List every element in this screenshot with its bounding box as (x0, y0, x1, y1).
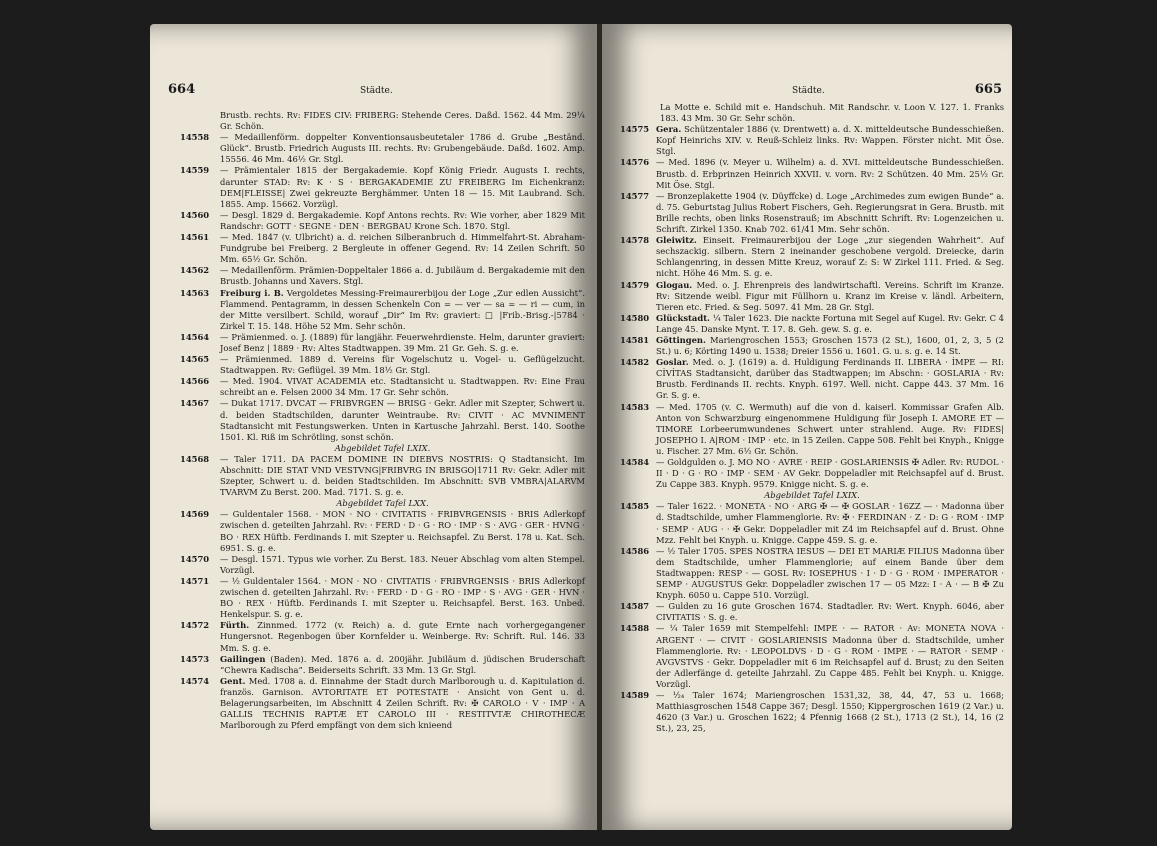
entry-description: — Dukat 1717. DVCAT — FRIBVRGEN — BRISG · Gekr. Adler mit Szepter, Schwert u. d. beiden Stadtschilden, darunter Weintraube. Rv: CIVIT · AC MVNIMENT Stadtansicht mit Festungswerken. Unten in Kartusche Jahrzahl. Berst. 140. Soothe 1501. Kl. Riß im Schrötling, sonst schön. (220, 398, 585, 442)
catalog-entry (180, 288, 585, 332)
catalog-entry (180, 376, 585, 398)
place-name: Glogau. (656, 279, 693, 290)
entry-text (220, 332, 585, 354)
lot-number: 14585 (620, 501, 650, 512)
catalog-entry (180, 554, 585, 576)
entry-text (656, 457, 1004, 490)
entry-text (656, 335, 1004, 357)
lot-number: 14582 (620, 357, 650, 368)
lot-number: 14566 (180, 376, 210, 387)
entry-description: Schützentaler 1886 (v. Drentwett) a. d. X. mitteldeutsche Bundesschießen. Kopf Heinrichs XIV. v. Reuß-Schleiz links. Rv: Wappen. Förster nicht. Mit Öse. Stgl. (656, 124, 1004, 157)
entry-description: Med. o. J. (1619) a. d. Huldigung Ferdinands II. LIBERA · İMPE — RI: CİVİTAS Stadtansicht, darüber das Stadtwappen; im Abschn: · GOSLARIA · Rv: Brustb. Ferdinands II. rechts. Knyph. 6197. Well. nicht. Cappe 443. 37 Mm. 16 Gr. S. g. e. (656, 357, 1004, 401)
lot-number: 14564 (180, 331, 210, 342)
entry-text (220, 165, 585, 209)
catalog-entry (620, 690, 1004, 734)
lot-number: 14559 (180, 165, 210, 176)
entry-description: — Bronzeplakette 1904 (v. Düyffcke) d. Loge „Archimedes zum ewigen Bunde“ a. d. 75. Geburtstag Julius Robert Fischers, Geh. Regierungsrat in Gera. Brustb. mit Brille rechts, oben links Rosenstrauß; im Abschnitt Schrift. Rv: Logenzeichen u. Schrift. Zirkel 1350. Knab 702. 61/41 Mm. Sehr schön. (656, 190, 1004, 235)
entry-description: Mariengroschen 1553; Groschen 1573 (2 St.), 1600, 01, 2, 3, 5 (2 St.) u. 6; Körting 1490 u. 1538; Dreier 1556 u. 1601. G. u. s. g. e. 14 St. (656, 334, 1004, 357)
entry-text (220, 376, 585, 398)
lot-number: 14583 (620, 401, 650, 412)
figure-reference: Abgebildet Tafel LXX. (336, 498, 429, 509)
entry-text (656, 124, 1004, 157)
entry-text (656, 623, 1004, 690)
entry-description: — Taler 1622. · MONETA · NO · ARG ✠ — ✠ GOSLAR · 16ZZ — · Madonna über d. Stadtschilde, umher Flammenglorie. Rv: ✠ · FERDINAN · Z · D: G · ROM · IMP · SEMP · AUG · · ✠ Gekr. Doppeladler mit Z4 im Reichsapfel auf d. Brust. Ohne Mzz. Fehlt bei Knyph. u. Knigge. Cappe 459. S. g. e. (656, 501, 1004, 545)
entry-text (220, 210, 585, 232)
catalog-entry (620, 280, 1004, 313)
catalog-entry (180, 265, 585, 287)
catalog-entry (620, 157, 1004, 190)
entry-description: — ¼ Taler 1659 mit Stempelfehl: IMPE · — RATOR · Av: MONETA NOVA · ARGENT · — CIVIT · GOSLARIENSIS Madonna über d. Stadtschilde, umher Flammenglorie. Rv: · LEOPOLDVS · D · G · ROM · IMPE · — RATOR · SEMP · AVGVSTVS · Gekr. Doppeladler mit 6 im Reichsapfel auf d. Brust; zu den Seiten der Adlerfänge d. geteilte Jahrzahl. Zu Cappe 485. Fehlt bei Knyph. u. Knigge. Vorzügl. (656, 623, 1004, 689)
lot-number: 14561 (180, 232, 210, 243)
lot-number: 14587 (620, 601, 650, 612)
entry-text (656, 313, 1004, 335)
catalog-entry (620, 457, 1004, 490)
entry-description: Vergoldetes Messing-Freimaurerbijou der Loge „Zur edlen Aussicht“. Flammend. Pentagramm, in dessen Schenkeln Con = — ver — sa = — ri — cum, in der Mitte versilbert. Schild, worauf „Dir“ Im Rv: graviert: □ |Frib.-Brisg.-|5784 · Zirkel T. 15. 148. Höhe 52 Mm. Sehr schön. (220, 287, 585, 331)
catalog-entry (180, 332, 585, 354)
entry-text (656, 235, 1004, 279)
left-continuation: Brustb. rechts. Rv: FIDES CIV: FRIBERG: Stehende Ceres. Daßd. 1562. 44 Mm. 29¼ Gr. Schön. (220, 110, 585, 132)
entry-text (656, 501, 1004, 545)
catalog-entry (620, 501, 1004, 545)
lot-number: 14568 (180, 453, 210, 464)
entry-description: — Goldgulden o. J. MO NO · AVRE · REIP · GOSLARIENSIS ✠ Adler. Rv: RUDOL · II · D · G · RO · IMP · SEM · AV Gekr. Doppeladler mit Reichsapfel auf d. Brust. Zu Cappe 383. Knyph. 9579. Knigge nicht. S. g. e. (656, 457, 1004, 490)
left-text-column (180, 110, 585, 731)
entry-description: — Med. 1896 (v. Meyer u. Wilhelm) a. d. XVI. mitteldeutsche Bundesschießen. Brustb. d. Erbprinzen Heinrich XXVII. v. vorn. Rv: 2 Schützen. 40 Mm. 25½ Gr. Mit Öse. Stgl. (656, 157, 1004, 190)
entry-description: — Prämientaler 1815 der Bergakademie. Kopf König Friedr. Augusts I. rechts, darunter STAD: Rv: K · S · BERGAKADEMIE ZU FREIBERG Im Eichenkranz: DEM|FLEISSE| Zwei gekreuzte Berghämmer. Unten 18 — 15. Mit Laubrand. Sch. 1855. Amp. 15662. Vorzügl. (220, 165, 585, 209)
lot-number: 14567 (180, 398, 210, 409)
lot-number: 14575 (620, 124, 650, 135)
entry-text (220, 509, 585, 553)
figure-reference: Abgebildet Tafel LXIX. (334, 442, 431, 453)
right-text-column (620, 102, 1004, 734)
entry-text (220, 354, 585, 376)
entry-text (220, 132, 585, 165)
catalog-entry (180, 132, 585, 165)
catalog-entry (620, 124, 1004, 157)
entry-description: — ¹⁄₂₄ Taler 1674; Mariengroschen 1531,32, 38, 44, 47, 53 u. 1668; Matthiasgroschen 1548 Cappe 367; Desgl. 1550; Kippergroschen 1619 (2 Var.) u. 4620 (3 Var.) u. Groschen 1622; 4 Pfennig 1668 (2 St.), 1713 (2 St.), 14, 16 (2 St.), 23, 25, (656, 689, 1004, 734)
entry-description: Einseit. Freimaurerbijou der Loge „zur siegenden Wahrheit“. Auf sechszackig. silbern. Stern 2 ineinander geschobene vergold. Dreiecke, darin Schlangenring, in dessen Mitte Kreuz, worauf Z: S: W Zirkel 111. Fried. & Seg. nicht. Höhe 46 Mm. S. g. e. (656, 235, 1004, 279)
entry-text (656, 546, 1004, 601)
catalog-entry (180, 398, 585, 442)
entry-description: — Taler 1711. DA PACEM DOMINE IN DIEBVS NOSTRIS: Q Stadtansicht. Im Abschnitt: DIE STAT VND VESTVNG|FRIBVRG IN BRISGO|1711 Rv: Gekr. Adler mit Szepter, Schwert u. d. beiden Stadtschilden. Im Abschnitt: SVB VMBRA|ALARVM TVARVM Zu Berst. 200. Mad. 7171. S. g. e. (220, 453, 585, 498)
lot-number: 14563 (180, 287, 210, 298)
place-name: Gleiwitz. (656, 235, 697, 246)
catalog-entry (620, 601, 1004, 623)
catalog-entry (180, 676, 585, 731)
lot-number: 14588 (620, 623, 650, 634)
catalog-entry (180, 620, 585, 653)
lot-number: 14573 (180, 653, 210, 664)
catalog-entry (180, 576, 585, 620)
place-name: Glückstadt. (656, 312, 710, 323)
place-name: Göttingen. (656, 334, 706, 345)
lot-number: 14570 (180, 553, 210, 564)
catalog-entry (620, 235, 1004, 279)
right-page (602, 24, 1012, 830)
entry-description: — Med. 1847 (v. Ulbricht) a. d. reichen Silberanbruch d. Himmelfahrt-St. Abraham-Fundgrube bei Freiberg. 2 Bergleute in offener Gegend. Rv: 14 Zeilen Schrift. 50 Mm. 65½ Gr. Schön. (220, 232, 585, 265)
lot-number: 14578 (620, 235, 650, 246)
entry-text (656, 690, 1004, 734)
catalog-entry (180, 232, 585, 265)
left-page (150, 24, 597, 830)
entry-description: — Desgl. 1571. Typus wie vorher. Zu Berst. 183. Neuer Abschlag vom alten Stempel. Vorzügl. (220, 553, 585, 575)
entry-description: — Medaillenförm. Prämien-Doppeltaler 1866 a. d. Jubiläum d. Bergakademie mit den Brustb. Johanns und Xavers. Stgl. (220, 265, 585, 287)
catalog-entry (180, 654, 585, 676)
lot-number: 14560 (180, 209, 210, 220)
entry-text (656, 357, 1004, 401)
place-name: Gailingen (220, 653, 266, 664)
entry-description: Zinnmed. 1772 (v. Reich) a. d. gute Ernte nach vorhergegangener Hungersnot. Regenbogen über Kornfelder u. Weinberge. Rv: Schrift. Rul. 146. 33 Mm. S. g. e. (220, 620, 585, 653)
lot-number: 14586 (620, 545, 650, 556)
left-page-number: 664 (168, 82, 196, 97)
figure-reference: Abgebildet Tafel LXIX. (764, 490, 860, 501)
entry-text (656, 280, 1004, 313)
lot-number: 14580 (620, 312, 650, 323)
catalog-entry (620, 357, 1004, 401)
entry-text (220, 265, 585, 287)
catalog-entry (180, 210, 585, 232)
lot-number: 14581 (620, 334, 650, 345)
catalog-entry (620, 313, 1004, 335)
entry-text (220, 576, 585, 620)
entry-description: — Medaillenförm. doppelter Konventionsausbeutetaler 1786 d. Grube „Beständ. Glück“. Brustb. Friedrich Augusts III. rechts. Rv: Grubengebäude. Daßd. 1602. Amp. 15556. 46 Mm. 46½ Gr. Stgl. (220, 132, 585, 165)
catalog-entry (620, 335, 1004, 357)
place-name: Freiburg i. B. (220, 287, 284, 298)
entry-text (656, 601, 1004, 623)
entry-description: — Guldentaler 1568. · MON · NO · CIVITATIS · FRIBVRGENSIS · BRIS Adlerkopf zwischen d. geteilten Jahrzahl. Rv: · FERD · D · G · RO · IMP · S · AVG · GER · HVNG · BO · REX Hüftb. Ferdinands I. mit Szepter u. Reichsapfel. Zu Berst. 178 u. Kat. Sch. 6951. S. g. e. (220, 509, 585, 553)
lot-number: 14574 (180, 675, 210, 686)
entry-description: — ½ Taler 1705. SPES NOSTRA IESUS — DEI ET MARIÆ FILIUS Madonna über dem Stadtschilde, umher Flammenglorie; auf einem Bande über dem Stadtwappen: RESP · — GOSL Rv: IOSEPHUS · I · D · G · ROM · IMPERATOR · SEMP · AUGUSTUS Gekr. Doppeladler zwischen 17 — 05 Mzz: I · A · — B ✠ Zu Knyph. 6050 u. Cappe 510. Vorzügl. (656, 545, 1004, 601)
place-name: Goslar. (656, 357, 689, 368)
entry-text (220, 398, 585, 442)
catalog-entry (180, 165, 585, 209)
lot-number: 14576 (620, 157, 650, 168)
entry-text (220, 654, 585, 676)
entry-description: ¼ Taler 1623. Die nackte Fortuna mit Segel auf Kugel. Rv: Gekr. C 4 Lange 45. Danske Mynt. T. 17. 8. Geh. gew. S. g. e. (656, 312, 1005, 334)
entry-description: (Baden). Med. 1876 a. d. 200jähr. Jubiläum d. jüdischen Bruderschaft “Chewra Kadischa”. Beiderseits Schrift. 33 Mm. 13 Gr. Stgl. (220, 653, 585, 675)
entry-description: — Desgl. 1829 d. Bergakademie. Kopf Antons rechts. Rv: Wie vorher, aber 1829 Mit Randschr: GOTT · SEGNE · DEN · BERGBAU Krone Sch. 1870. Stgl. (220, 209, 585, 231)
catalog-entry (620, 191, 1004, 235)
entry-description: — Med. 1904. VIVAT ACADEMIA etc. Stadtansicht u. Stadtwappen. Rv: Eine Frau schreibt an e. Felsen 2000 34 Mm. 17 Gr. Sehr schön. (220, 376, 585, 398)
lot-number: 14572 (180, 620, 210, 631)
lot-number: 14571 (180, 575, 210, 586)
entry-text (220, 554, 585, 576)
entry-text (220, 676, 585, 731)
place-name: Gera. (656, 124, 682, 135)
catalog-entry (180, 509, 585, 553)
lot-number: 14584 (620, 457, 650, 467)
lot-number: 14562 (180, 265, 210, 276)
entry-text (220, 232, 585, 265)
entry-text (220, 288, 585, 332)
place-name: Fürth. (220, 620, 250, 631)
lot-number: 14577 (620, 190, 650, 201)
lot-number: 14558 (180, 132, 210, 143)
lot-number: 14589 (620, 689, 650, 700)
entry-description: — Gulden zu 16 gute Groschen 1674. Stadtadler. Rv: Wert. Knyph. 6046, aber CIVITATIS · S. g. e. (656, 601, 1004, 623)
lot-number: 14565 (180, 354, 210, 365)
entry-description: Med. o. J. Ehrenpreis des landwirtschaftl. Vereins. Schrift im Kranze. Rv: Sitzende weibl. Figur mit Füllhorn u. Kranz im Kreise v. ländl. Arbeitern, Tieren etc. Fried. & Seg. 5097. 41 Mm. 28 Gr. Stgl. (656, 279, 1005, 312)
entry-description: Med. 1708 a. d. Einnahme der Stadt durch Marlborough u. d. Kapitulation d. französ. Garnison. AVTORITATE ET POTESTATE · Ansicht von Gent u. d. Belagerungsarbeiten, im Abschnitt 4 Zeilen Schrift. Rv: ✠ CAROLO · V · IMP · A GALLIS TECHNIS RAPTÆ ET CAROLO III · RESTITVTÆ CHIROTHECÆ Marlborough zu Pferd empfängt von dem sich knieend (220, 675, 585, 731)
entry-description: — Med. 1705 (v. C. Wermuth) auf die von d. kaiserl. Kommissar Grafen Alb. Anton von Schwarzburg eingenommene Huldigung für Joseph I. AMORE ET — TIMORE Lorbeerumwundenes Schwert unter strahlend. Auge. Rv: FIDES| JOSEPHO I. A|ROM · IMP · etc. in 15 Zeilen. Cappe 508. Fehlt bei Knyph., Knigge u. Fischer. 27 Mm. 6½ Gr. Schön. (656, 401, 1004, 456)
left-running-title: Städte. (360, 86, 393, 96)
catalog-entry (180, 454, 585, 498)
entry-description: — ½ Guldentaler 1564. · MON · NO · CIVITATIS · FRIBVRGENSIS · BRIS Adlerkopf zwischen d. geteilten Jahrzahl. Rv: · FERD · D · G · RO · IMP · S · AVG · GER · HVN · BO · REX · Hüftb. Ferdinands I. mit Szepter u. Reichsapfel. Berst. 163. Unbed. Henkelspur. S. g. e. (220, 575, 585, 620)
right-page-number: 665 (974, 82, 1002, 97)
entry-text (656, 191, 1004, 235)
catalog-entry (180, 354, 585, 376)
entry-text (656, 402, 1004, 457)
right-continuation: La Motte e. Schild mit e. Handschuh. Mit Randschr. v. Loon V. 127. 1. Franks 183. 43 Mm. 30 Gr. Sehr schön. (660, 102, 1004, 124)
lot-number: 14579 (620, 279, 650, 290)
entry-description: — Prämienmed. o. J. (1889) für langjähr. Feuerwehrdienste. Helm, darunter graviert: Josef Benz | 1889 · Rv: Altes Stadtwappen. 39 Mm. 21 Gr. Geh. S. g. e. (220, 331, 585, 353)
entry-text (220, 454, 585, 498)
entry-text (220, 620, 585, 653)
entry-text (656, 157, 1004, 190)
catalog-entry (620, 546, 1004, 601)
place-name: Gent. (220, 675, 246, 686)
entry-description: — Prämienmed. 1889 d. Vereins für Vogelschutz u. Vogel- u. Geflügelzucht. Stadtwappen. Rv: Geflügel. 39 Mm. 18½ Gr. Stgl. (220, 354, 585, 376)
catalog-entry (620, 402, 1004, 457)
catalog-entry (620, 623, 1004, 690)
lot-number: 14569 (180, 509, 210, 520)
right-running-title: Städte. (792, 86, 825, 96)
